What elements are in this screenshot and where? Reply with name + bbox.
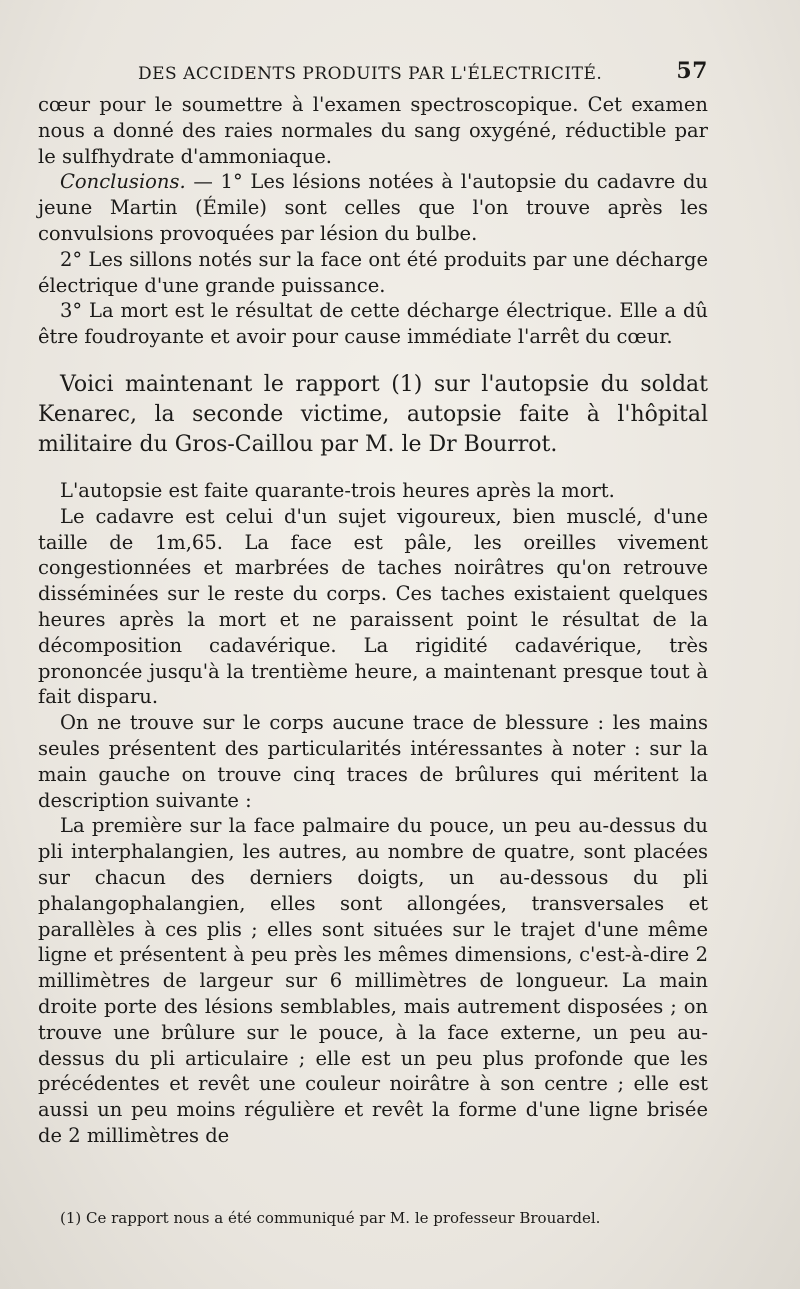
footnote: (1) Ce rapport nous a été communiqué par M. le professeur Brouardel. xyxy=(60,1209,601,1227)
paragraph-conclusion-3: 3° La mort est le résultat de cette décharge électrique. Elle a dû être foudroyante et avoir pour cause immédiate l'arrêt du cœur. xyxy=(38,299,708,349)
paragraph-hands: On ne trouve sur le corps aucune trace de blessure : les mains seules présentent des particularités intéressantes à noter : sur la main gauche on trouve cinq traces de brûlures qui méritent la description suivante : xyxy=(38,711,708,812)
page-header xyxy=(138,58,708,88)
page-body xyxy=(38,92,708,1149)
paragraph-conclusions xyxy=(38,169,708,246)
paragraph-report-intro: Voici maintenant le rapport (1) sur l'autopsie du soldat Kenarec, la seconde victime, autopsie faite à l'hôpital militaire du Gros-Caillou par M. le Dr Bourrot. xyxy=(38,371,708,457)
running-title: DES ACCIDENTS PRODUITS PAR L'ÉLECTRICITÉ. xyxy=(138,64,603,84)
page-number: 57 xyxy=(676,58,708,84)
paragraph-spectroscopy: cœur pour le soumettre à l'examen spectroscopique. Cet examen nous a donné des raies normales du sang oxygéné, réductible par le sulfhydrate d'ammoniaque. xyxy=(38,93,708,168)
conclusions-label: Conclusions. xyxy=(60,170,186,194)
paragraph-autopsy-timing: L'autopsie est faite quarante-trois heures après la mort. xyxy=(60,478,615,502)
paragraph-conclusion-2: 2° Les sillons notés sur la face ont été produits par une décharge électrique d'une grande puissance. xyxy=(38,247,708,297)
paragraph-burns: La première sur la face palmaire du pouce, un peu au-dessus du pli interphalangien, les autres, au nombre de quatre, sont placées sur chacun des derniers doigts, un au-dessous du pli phalangophalangien, elles sont allongées, transversales et parallèles à ces plis ; elles sont situées sur le trajet d'une même ligne et présentent à peu près les mêmes dimensions, c'est-à-dire 2 millimètres de largeur sur 6 millimètres de longueur. La main droite porte des lésions semblables, mais autrement disposées ; on trouve une brûlure sur le pouce, à la face externe, un peu au-dessus du pli articulaire ; elle est un peu plus profonde que les précédentes et revêt une couleur noirâtre à son centre ; elle est aussi un peu moins régulière et revêt la forme d'une ligne brisée de 2 millimètres de xyxy=(38,814,708,1147)
paragraph-cadaver-description: Le cadavre est celui d'un sujet vigoureux, bien musclé, d'une taille de 1m,65. La face est pâle, les oreilles vivement congestionnées et marbrées de taches noirâtres qu'on retrouve disséminées sur le reste du corps. Ces taches existaient quelques heures après la mort et ne paraissent point le résultat de la décomposition cadavérique. La rigidité cadavérique, très prononcée jusqu'à la trentième heure, a maintenant presque tout à fait disparu. xyxy=(38,504,708,709)
conclusion-1-text: — 1° Les lésions notées à l'autopsie du cadavre du jeune Martin (Émile) sont celles que l'on trouve après les convulsions provoquées par lésion du bulbe. xyxy=(38,170,708,245)
